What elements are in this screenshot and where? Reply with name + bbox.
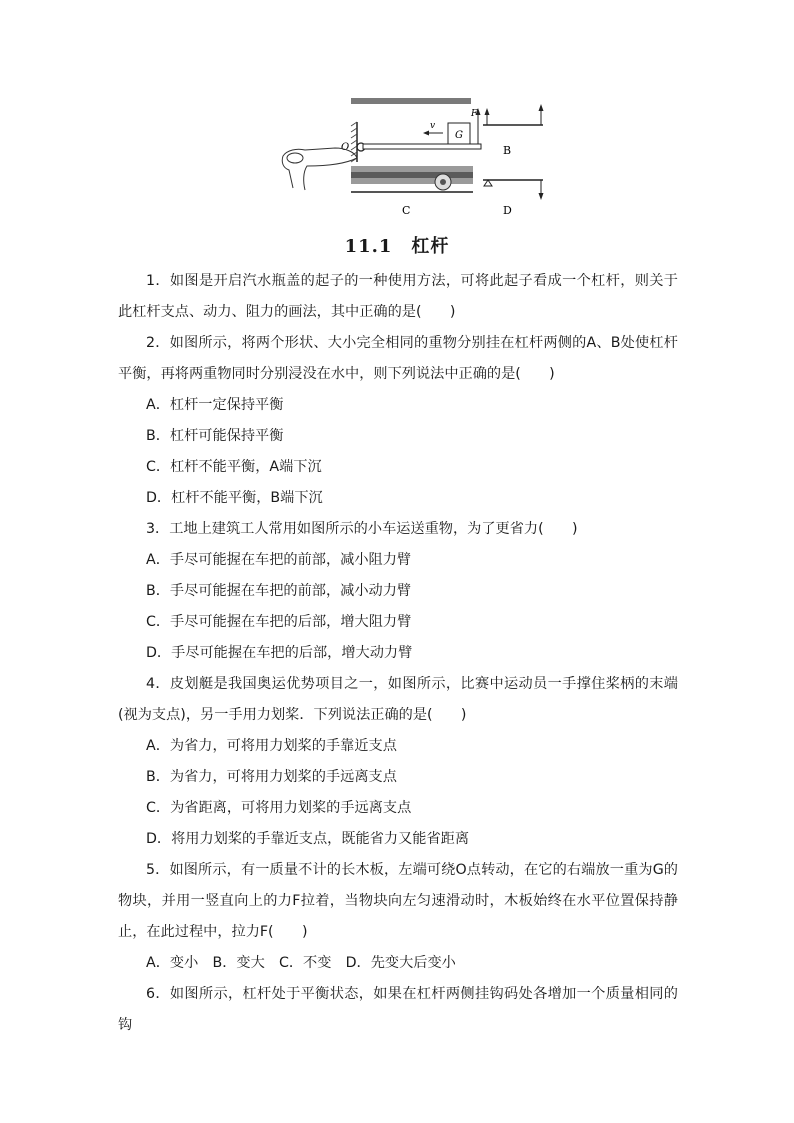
question-6: 6．如图所示，杠杆处于平衡状态，如果在杠杆两侧挂钩码处各增加一个质量相同的钩 xyxy=(118,986,678,1033)
label-v: v xyxy=(430,121,436,131)
label-g: G xyxy=(455,130,463,141)
question-2: 2．如图所示，将两个形状、大小完全相同的重物分别挂在杠杆两侧的A、B处使杠杆平衡，再将两重物同时分别浸没在水中，则下列说法中正确的是( ) xyxy=(118,335,678,382)
ceiling-strip xyxy=(351,98,471,104)
question-2-option-d: D．杠杆不能平衡，B端下沉 xyxy=(146,490,323,506)
question-3-option-b: B．手尽可能握在车把的前部，减小动力臂 xyxy=(146,583,412,599)
section-title: 11.1 杠杆 xyxy=(344,236,450,257)
question-5: 5．如图所示，有一质量不计的长木板，左端可绕O点转动，在它的右端放一重为G的物块，并用一竖直向上的力F拉着，当物块向左匀速滑动时，木板始终在水平位置保持静止，在此过程中，拉力F( ) xyxy=(118,862,678,940)
lever-figure xyxy=(275,92,555,220)
question-4-option-c: C．为省距离，可将用力划桨的手远离支点 xyxy=(146,800,412,816)
question-list xyxy=(118,266,678,1041)
board xyxy=(363,144,481,149)
question-3-option-a: A．手尽可能握在车把的前部，减小阻力臂 xyxy=(146,552,412,568)
question-3: 3．工地上建筑工人常用如图所示的小车运送重物，为了更省力( ) xyxy=(146,521,578,537)
question-2-option-a: A．杠杆一定保持平衡 xyxy=(146,397,284,413)
question-3-option-d: D．手尽可能握在车把的后部，增大动力臂 xyxy=(146,645,413,661)
question-5-options: A．变小 B．变大 C．不变 D．先变大后变小 xyxy=(146,955,456,971)
question-1: 1．如图是开启汽水瓶盖的起子的一种使用方法，可将此起子看成一个杠杆，则关于此杠杆支点、动力、阻力的画法，其中正确的是( ) xyxy=(118,273,678,320)
question-4-option-d: D．将用力划桨的手靠近支点，既能省力又能省距离 xyxy=(146,831,470,847)
figure-diagram xyxy=(275,92,555,220)
question-2-option-c: C．杠杆不能平衡，A端下沉 xyxy=(146,459,322,475)
label-b: B xyxy=(503,144,512,157)
label-o: O xyxy=(341,142,350,153)
hand-sketch xyxy=(282,148,357,190)
question-3-option-c: C．手尽可能握在车把的后部，增大阻力臂 xyxy=(146,614,412,630)
label-f: F xyxy=(471,109,478,119)
question-4-option-a: A．为省力，可将用力划桨的手靠近支点 xyxy=(146,738,397,754)
question-4: 4．皮划艇是我国奥运优势项目之一，如图所示，比赛中运动员一手撑住桨柄的末端(视为支点)，另一手用力划桨．下列说法正确的是( ) xyxy=(118,676,678,723)
label-c: C xyxy=(402,204,411,217)
question-4-option-b: B．为省力，可将用力划桨的手远离支点 xyxy=(146,769,397,785)
label-d: D xyxy=(503,204,512,217)
question-2-option-b: B．杠杆可能保持平衡 xyxy=(146,428,284,444)
